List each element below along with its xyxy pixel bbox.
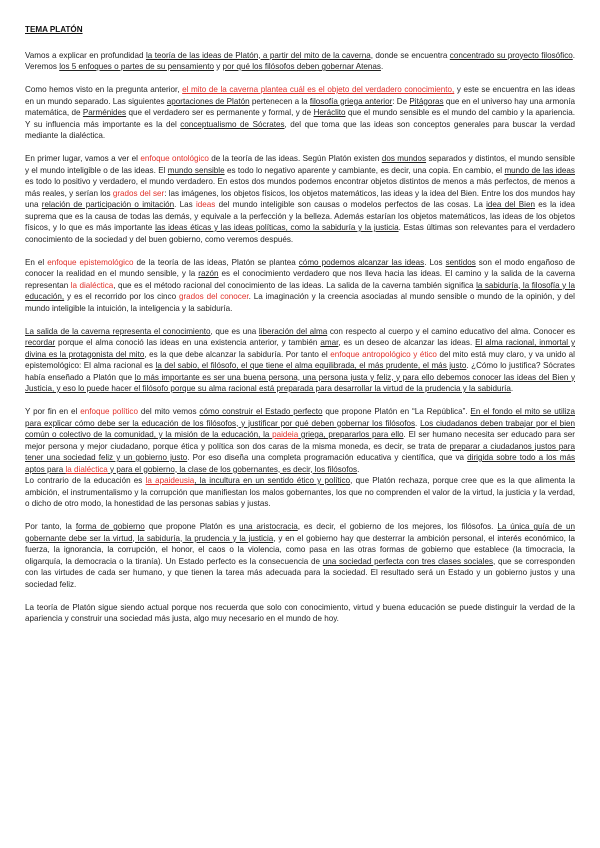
underlined-text: Heráclito	[313, 108, 346, 117]
text-segment: . Veremos	[25, 50, 575, 71]
text-segment: . El ser humano necesita ser educado para ser mejor persona y mejor ciudadano, porque ética y política son dos caras de la misma moneda, es decir, se trata de	[25, 430, 575, 451]
underlined-text: por qué los filósofos deben gobernar Atenas	[222, 62, 381, 71]
text-segment: que propone Platón es	[144, 522, 239, 531]
text-segment: , es un deseo de alcanzar las ideas.	[338, 338, 476, 347]
paragraph	[25, 326, 575, 395]
text-segment: La teoría de Platón sigue siendo actual porque nos recuerda que solo con conocimiento, virtud y buena educación se puede distinguir la verdad de la apariencia y construir una sociedad más justa, algo muy necesario en el mundo de hoy.	[25, 602, 575, 623]
paragraph	[25, 257, 575, 315]
text-segment: , que es el método racional del conocimiento de las ideas. La salida de la caverna también significa	[113, 280, 477, 290]
underlined-text: la teoría de las ideas de Platón, a partir del mito de la caverna,	[145, 50, 373, 60]
underlined-text: las ideas éticas y las ideas políticas, como la sabiduría y la justicia	[155, 223, 399, 232]
text-segment: : las imágenes, los objetos físicos, los objetos matemáticos, las ideas y la idea del Bien. Entre los dos mundos hay una	[25, 188, 575, 209]
underlined-text: relación de participación o imitación	[41, 200, 175, 209]
highlighted-text: enfoque antropológico y ético	[330, 349, 437, 359]
section	[25, 326, 575, 395]
paragraph	[25, 406, 575, 475]
highlighted-underlined-text: la apaideusia	[145, 476, 195, 485]
text-segment: . ¿Cómo lo justifica? Sócrates había enseñado a Platón que	[25, 361, 575, 382]
underlined-text: griega, prepararlos para ello	[298, 430, 404, 439]
underlined-text: En el fondo el mito se utiliza para explicar cómo debe ser la educación de los filósofos, y justificar por qué deben gobernar los filósofos	[25, 407, 575, 428]
paragraph	[25, 475, 575, 510]
text-segment: que el verdadero ser es permanente y formal, y de	[126, 108, 314, 117]
highlighted-underlined-text: la dialéctica	[65, 464, 108, 474]
text-segment: .	[357, 464, 360, 474]
section	[25, 406, 575, 510]
highlighted-underlined-text: paideia	[272, 430, 299, 439]
highlighted-text: enfoque epistemológico	[47, 257, 134, 267]
section	[25, 153, 575, 245]
text-segment: Por tanto, la	[25, 522, 76, 531]
underlined-text: forma de gobierno	[75, 522, 145, 531]
text-segment: En primer lugar, vamos a ver el	[25, 154, 141, 163]
underlined-text: liberación del alma	[258, 326, 328, 336]
text-segment: : De	[392, 96, 410, 106]
underlined-text: lo más importante es ser una buena persona, una persona justa y feliz, y para ello debemos conocer las ideas del Bien y Justicia, y eso lo puede hacer el filósofo porque su alma racional está preparada para desarrollar la virtud de la prudencia y la sabiduría	[25, 372, 575, 393]
text-segment: es todo lo negativo aparente y cambiante, es decir, una copia. En cambio, el	[224, 165, 505, 175]
underlined-text: mundo de las ideas	[504, 165, 575, 175]
text-segment: de la teoría de las ideas, Platón se plantea	[133, 257, 299, 267]
underlined-text: sentidos	[445, 257, 476, 267]
text-segment: .	[415, 418, 421, 428]
text-segment: , y en el gobierno hay que desterrar la ambición personal, el interés económico, la fuerza, la ignorancia, la corrupción, el honor, el caos o la violencia, como pasa en las otras formas de gobierno que establece (la timocracia, la oligarquía, la democracia o la tiranía). Un Estado perfecto es la consecuencia de	[25, 533, 575, 566]
highlighted-text: grados del ser	[112, 188, 165, 198]
underlined-text: y para el gobierno, la clase de los gobernantes, es decir, los filósofos	[107, 464, 358, 474]
section	[25, 50, 575, 73]
text-segment: . Estas últimas son relevantes para el verdadero conocimiento de la sociedad y del buen gobierno, como veremos después.	[25, 223, 575, 244]
underlined-text: mundo sensible	[167, 165, 225, 175]
text-segment: es el conocimiento verdadero que nos lleva hacia las ideas. El camino y la salida de la caverna representan	[25, 269, 575, 290]
text-segment: . Por eso diseña una completa programación educativa y científica, que va	[187, 453, 468, 462]
text-segment: En el	[25, 257, 48, 267]
text-segment: son el modo engañoso de conocer la realidad en el mundo sensible, y la	[25, 257, 576, 278]
underlined-text: amar	[320, 338, 339, 347]
underlined-text: La salida de la caverna representa el conocimiento	[25, 326, 211, 336]
underlined-text: la del sabio, el filósofo, el que tiene el alma equilibrada, el más prudente, el más justo	[155, 361, 467, 370]
text-segment: . La imaginación y la creencia asociadas al mundo sensible o mundo de la opinión, y del mundo inteligible la intuición, la inteligencia y la sabiduría.	[25, 292, 575, 313]
text-segment: que el mundo sensible es el mundo del cambio y la apariencia. Y su influencia más importante es la del	[25, 108, 575, 129]
underlined-text: El alma racional, inmortal y divina es la protagonista del mito	[25, 338, 575, 359]
text-segment: Vamos a explicar en profundidad	[25, 50, 146, 60]
text-segment: Lo contrario de la educación es	[25, 476, 146, 485]
document-body	[25, 50, 575, 625]
underlined-text: los 5 enfoques o partes de su pensamiento	[59, 62, 214, 71]
document-title: TEMA PLATÓN	[25, 25, 83, 34]
highlighted-text: enfoque político	[80, 407, 138, 416]
underlined-text: idea del Bien	[486, 200, 535, 209]
text-segment: y este se encuentra en las ideas en un mundo separado. Las siguientes	[25, 85, 575, 106]
text-segment: . Las	[174, 200, 196, 209]
underlined-text: filosofía griega anterior	[309, 96, 393, 106]
paragraph	[25, 84, 575, 142]
underlined-text: Pitágoras	[409, 96, 444, 106]
text-segment: donde se encuentra	[372, 50, 450, 60]
text-segment: Y por fin en el	[25, 407, 81, 416]
section	[25, 521, 575, 590]
text-segment: . Los	[424, 257, 446, 267]
paragraph	[25, 153, 575, 245]
underlined-text: la sabiduría, la filosofía y la educación,	[25, 280, 575, 301]
underlined-text: aportaciones de Platón	[166, 96, 250, 106]
section	[25, 257, 575, 315]
paragraph	[25, 50, 575, 73]
highlighted-text: grados del conocer	[178, 292, 249, 301]
text-segment: es la idea suprema que es la causa de todas las demás, y equivale a la perfección y la belleza. Además estarían los objetos matemáticos, las ideas de los objetos físicos, y lo que es más importante	[25, 200, 575, 232]
text-segment: separados y distintos, el mundo sensible y el mundo inteligible o de las ideas. El	[25, 154, 575, 175]
text-segment: y es el recorrido por los cinco	[64, 292, 179, 301]
text-segment: , que Platón rechaza, porque cree que es la que alimenta la ambición, el instrumentalismo y la corrupción que manifiestan los malos gobernantes, los que no comprenden el valor de la virtud, la justicia y la verdad, o dicho de otro modo, la honestidad de las personas sabias y justas.	[25, 476, 576, 508]
underlined-text: La única guía de un gobernante debe ser la virtud, la sabiduría, la prudencia y la justicia	[25, 522, 575, 543]
text-segment: Como hemos visto en la pregunta anterior,	[25, 85, 183, 94]
underlined-text: Los ciudadanos deben trabajar por el bien común o colectivo de la comunidad, y la misión de la educación, la	[25, 418, 575, 439]
underlined-text: cómo podemos alcanzar las ideas	[298, 257, 425, 267]
highlighted-text: enfoque ontológico	[140, 154, 209, 163]
section	[25, 84, 575, 142]
underlined-text: cómo construir el Estado perfecto	[199, 407, 323, 416]
text-segment: es todo lo positivo y verdadero, el mundo verdadero. En estos dos mundos podemos encontrar objetos distintos de menos a más perfectos, de menos a más reales, y serían los	[25, 177, 575, 198]
text-segment: , es decir, el gobierno de los mejores, los filósofos.	[297, 522, 498, 531]
text-segment: con respecto al cuerpo y el camino educativo del alma. Conocer es	[327, 326, 575, 336]
paragraph	[25, 602, 575, 625]
underlined-text: dirigida sobre todo a los más aptos para	[25, 453, 575, 474]
paragraph	[25, 521, 575, 590]
text-segment: del mito vemos	[137, 407, 200, 416]
underlined-text: una aristocracia	[238, 522, 298, 531]
underlined-text: recordar	[25, 338, 56, 347]
text-segment: que en el universo hay una armonía matemática, de	[25, 96, 576, 117]
text-segment: del mito está muy claro, y va unido al epistemológico: El alma racional es	[25, 349, 575, 370]
text-segment: , es la que debe alcanzar la sabiduría. Por tanto el	[144, 349, 331, 359]
underlined-text: concentrado su proyecto filosófico	[449, 50, 573, 60]
text-segment: que propone Platón en “La República”.	[322, 407, 471, 416]
underlined-text: dos mundos	[381, 154, 427, 163]
text-segment: del mundo inteligible son causas o modelos perfectos de las cosas. La	[215, 200, 487, 209]
underlined-text: conceptualismo de Sócrates	[180, 119, 285, 129]
section	[25, 602, 575, 625]
underlined-text: razón	[198, 269, 219, 278]
document-page	[25, 24, 575, 636]
underlined-text: una sociedad perfecta con tres clases sociales	[322, 556, 494, 566]
highlighted-text: ideas	[196, 200, 216, 209]
text-segment: porque el alma conoció las ideas en una existencia anterior, y también	[55, 338, 321, 347]
underlined-text: Parménides	[82, 108, 127, 117]
text-segment: , que se corresponden con las virtudes de cada ser humano, y que tienen la tarea más adecuada para la sociedad. El resultado será un Estado y un gobierno justos y una sociedad feliz.	[25, 556, 575, 589]
text-segment: pertenecen a la	[249, 96, 310, 106]
text-segment: y	[214, 62, 223, 71]
highlighted-text: la dialéctica	[70, 280, 114, 290]
text-segment: .	[380, 62, 384, 71]
highlighted-underlined-text: el mito de la caverna plantea cuál es el objeto del verdadero conocimiento,	[182, 85, 455, 94]
underlined-text: , la incultura en un sentido ético y político	[194, 476, 351, 485]
text-segment: , que es una	[210, 326, 259, 336]
text-segment: , del que toma que las ideas son conceptos generales para buscar la verdad mediante la dialéctica.	[25, 119, 575, 140]
underlined-text: preparar a ciudadanos justos para tener una sociedad feliz y un gobierno justo	[25, 441, 575, 462]
text-segment: de la teoría de las ideas. Según Platón existen	[208, 154, 382, 163]
text-segment: .	[510, 384, 514, 393]
